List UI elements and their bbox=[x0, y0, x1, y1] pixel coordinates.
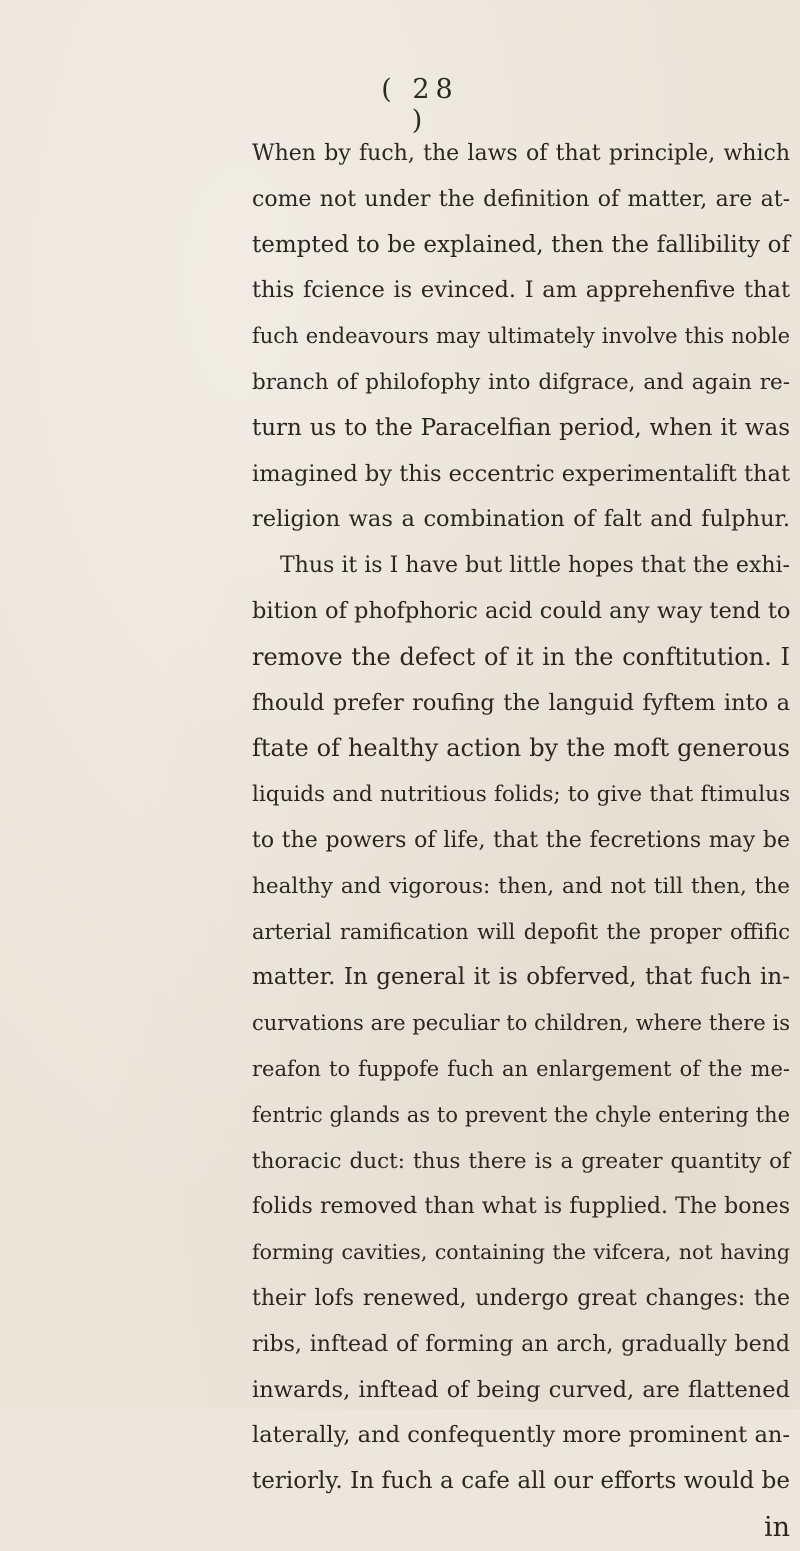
text-line: religion was a combination of falt and fulphur. bbox=[252, 506, 790, 533]
text-line: folids removed than what is fupplied. The bones bbox=[252, 1194, 790, 1220]
text-line: remove the defect of it in the conftitution. I bbox=[252, 642, 790, 671]
text-line: this fcience is evinced. I am apprehenfive that bbox=[252, 277, 790, 304]
text-line: teriorly. In fuch a cafe all our efforts would be bbox=[252, 1468, 790, 1495]
page-number: ( 28 ) bbox=[381, 74, 459, 136]
text-line: thoracic duct: thus there is a greater quantity of bbox=[252, 1148, 790, 1174]
text-line: come not under the definition of matter, are at- bbox=[252, 186, 790, 212]
body-text bbox=[252, 131, 790, 1551]
text-line: fuch endeavours may ultimately involve this noble bbox=[252, 324, 790, 349]
text-line: bition of phofphoric acid could any way tend to bbox=[252, 597, 791, 624]
catchword: in bbox=[763, 1511, 790, 1543]
text-line: imagined by this eccentric experimentalift that bbox=[252, 460, 790, 487]
text-line: curvations are peculiar to children, where there is bbox=[252, 1011, 790, 1036]
text-line: ribs, inftead of forming an arch, gradually bend bbox=[252, 1331, 790, 1357]
paragraph-start-line: Thus it is I have but little hopes that the exhi- bbox=[280, 553, 790, 579]
text-line: reafon to fuppofe fuch an enlargement of the me- bbox=[252, 1056, 790, 1081]
text-line: forming cavities, containing the vifcera, not having bbox=[252, 1240, 790, 1265]
text-line: laterally, and confequently more prominent an- bbox=[252, 1422, 790, 1449]
text-line: matter. In general it is obferved, that fuch in- bbox=[252, 964, 790, 991]
text-line: ftate of healthy action by the moft generous bbox=[252, 734, 790, 763]
text-line: fhould prefer roufing the languid fyftem into a bbox=[252, 689, 790, 716]
text-line: fentric glands as to prevent the chyle entering the bbox=[252, 1102, 790, 1127]
text-line: tempted to be explained, then the fallibility of bbox=[252, 231, 790, 258]
text-line: turn us to the Paracelfian period, when it was bbox=[252, 414, 790, 441]
text-line: branch of philofophy into difgrace, and again re- bbox=[252, 369, 790, 395]
text-line: inwards, inftead of being curved, are flattened bbox=[252, 1376, 790, 1403]
text-line: healthy and vigorous: then, and not till then, the bbox=[252, 873, 790, 899]
text-line: When by fuch, the laws of that principle, which bbox=[252, 141, 790, 166]
text-line: their lofs renewed, undergo great changes: the bbox=[252, 1285, 790, 1311]
text-line: to the powers of life, that the fecretions may be bbox=[252, 827, 790, 853]
text-line: liquids and nutritious folids; to give that ftimulus bbox=[252, 782, 790, 808]
text-line: arterial ramification will depofit the proper offific bbox=[252, 919, 790, 944]
